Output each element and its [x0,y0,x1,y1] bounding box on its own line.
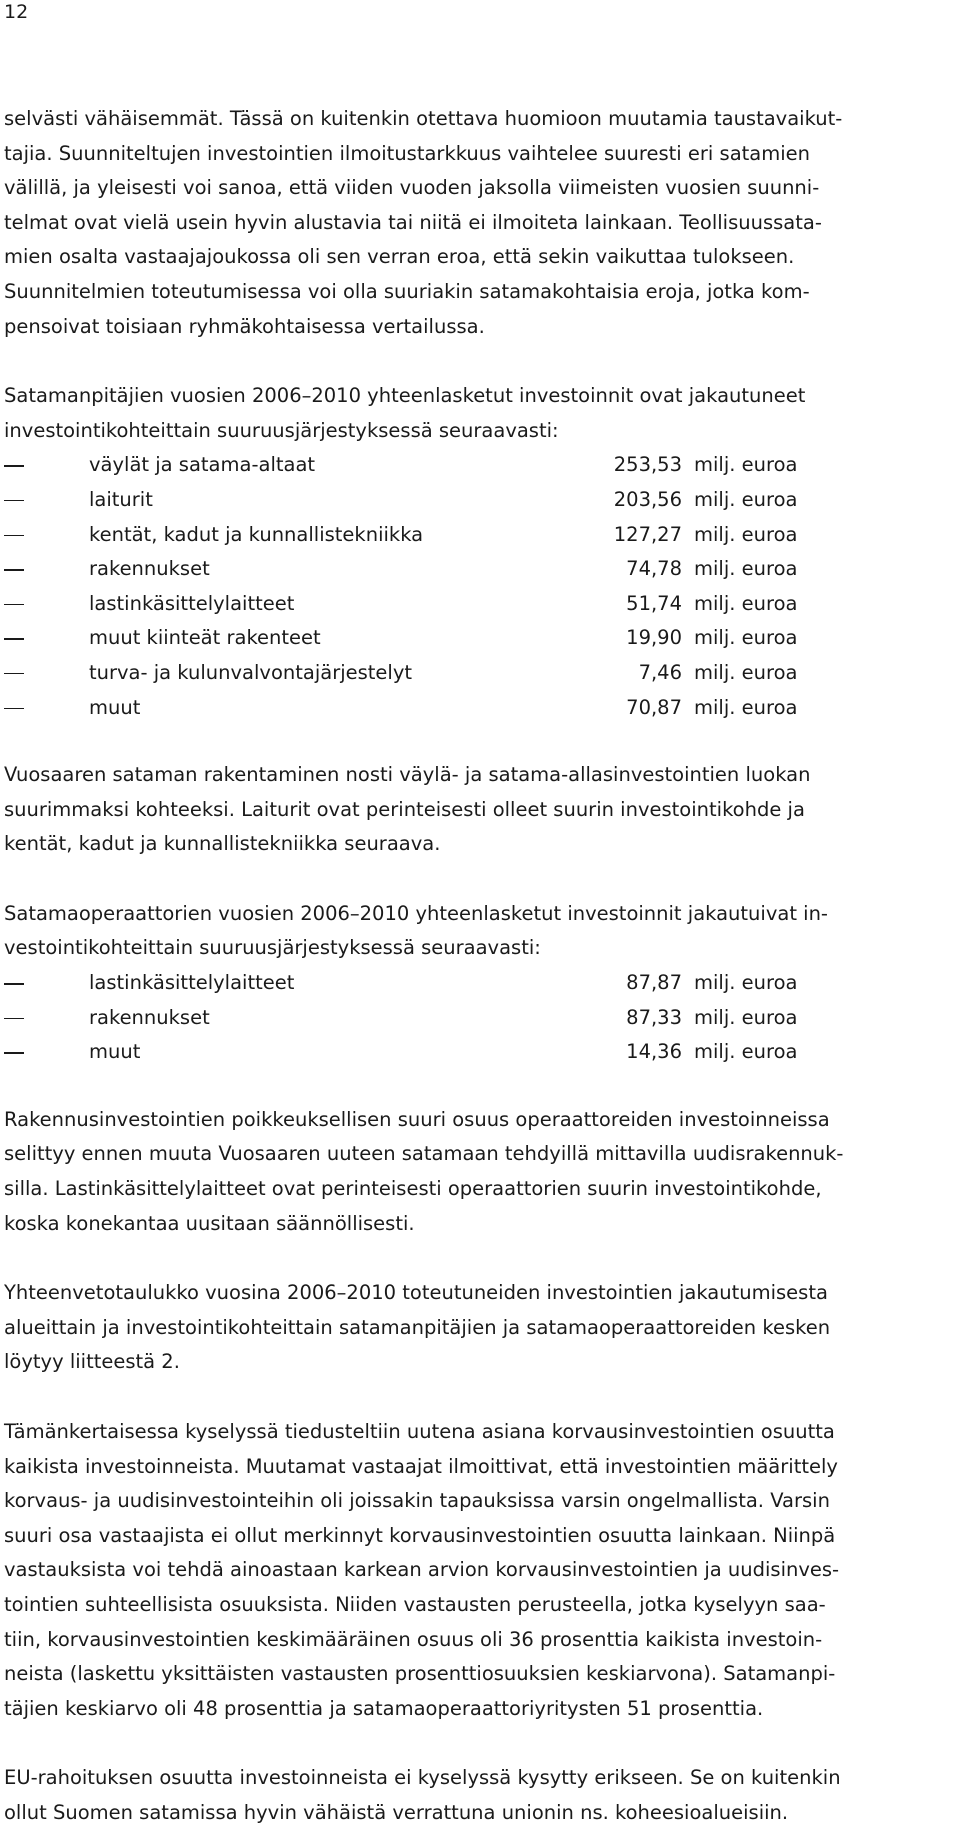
item-label: muut [89,1040,141,1064]
text-line: suuri osa vastaajista ei ollut merkinnyt korvausinvestointien osuutta lainkaan. Niinpä [4,1523,836,1547]
item-value: 70,87 [626,695,682,719]
list-item [4,691,958,726]
paragraph-eu-funding [4,1761,958,1830]
paragraph-building-investments [4,1103,958,1241]
text-line: investointikohteittain suuruusjärjestyksessä seuraavasti: [4,418,559,442]
item-unit: milj. euroa [694,971,798,995]
dash-bullet-icon [4,500,24,502]
port-authority-investment-list [4,448,958,725]
dash-bullet-icon [4,673,24,675]
dash-bullet-icon [4,1052,24,1054]
dash-bullet-icon [4,638,24,640]
item-value: 203,56 [613,487,682,511]
item-value: 14,36 [626,1040,682,1064]
item-label: laiturit [89,487,153,511]
text-line: tajia. Suunniteltujen investointien ilmoitustarkkuus vaihtelee suuresti eri satamien [4,141,811,165]
list-item [4,518,958,553]
item-value: 127,27 [613,522,682,546]
text-line: koska konekantaa uusitaan säännöllisesti. [4,1211,415,1235]
text-line: Tämänkertaisessa kyselyssä tiedusteltiin uutena asiana korvausinvestointien osuutta [4,1420,835,1443]
text-line: Vuosaaren sataman rakentaminen nosti väylä- ja satama-allasinvestointien luokan [4,763,811,787]
item-label: rakennukset [89,557,210,581]
item-value: 51,74 [626,591,682,615]
paragraph-vuosaari [4,758,958,862]
dash-bullet-icon [4,708,24,710]
item-value: 7,46 [638,660,682,684]
paragraph-summary-table [4,1276,958,1380]
list-item [4,587,958,622]
text-line: täjien keskiarvo oli 48 prosenttia ja satamaoperaattoriyritysten 51 prosenttia. [4,1696,764,1720]
text-line: telmat ovat vielä usein hyvin alustavia tai niitä ei ilmoiteta lainkaan. Teollisuussata- [4,210,822,234]
item-label: rakennukset [89,1005,210,1029]
item-value: 253,53 [613,453,682,477]
dash-bullet-icon [4,983,24,985]
text-line: korvaus- ja uudisinvestointeihin oli joissakin tapauksissa varsin ongelmallista. Varsin [4,1489,830,1513]
paragraph-spacer [4,1241,958,1276]
list-item [4,552,958,587]
list-item [4,656,958,691]
paragraph-spacer [4,725,958,758]
list-item [4,448,958,483]
text-line: ollut Suomen satamissa hyvin vähäistä verrattuna unionin ns. koheesioalueisiin. [4,1800,789,1824]
item-unit: milj. euroa [694,695,798,719]
operator-investment-list [4,966,958,1070]
text-line: vastauksista voi tehdä ainoastaan karkean arvion korvausinvestointien ja uudisinves- [4,1558,840,1582]
list-item [4,621,958,656]
text-line: mien osalta vastaajajoukossa oli sen verran eroa, että sekin vaikuttaa tulokseen. [4,245,795,269]
item-unit: milj. euroa [694,487,798,511]
item-label: lastinkäsittelylaitteet [89,971,295,995]
dash-bullet-icon [4,465,24,467]
paragraph-spacer [4,862,958,897]
dash-bullet-icon [4,604,24,606]
text-line: Rakennusinvestointien poikkeuksellisen suuri osuus operaattoreiden investoinneissa [4,1107,830,1131]
item-label: muut [89,695,141,719]
item-unit: milj. euroa [694,557,798,581]
text-line: Yhteenvetotaulukko vuosina 2006–2010 toteutuneiden investointien jakautumisesta [4,1281,828,1305]
list-item [4,1035,958,1070]
paragraph-spacer [4,1380,958,1415]
text-line: pensoivat toisiaan ryhmäkohtaisessa vertailussa. [4,314,485,338]
text-line: silla. Lastinkäsittelylaitteet ovat perinteisesti operaattorien suurin investointikohde, [4,1177,822,1201]
document-body [4,102,958,1831]
paragraph-port-authorities-intro [4,379,958,448]
item-unit: milj. euroa [694,660,798,684]
text-line: tointien suhteellisista osuuksista. Niiden vastausten perusteella, jotka kyselyyn saa- [4,1592,826,1616]
dash-bullet-icon [4,1018,24,1020]
paragraph-spacer [4,1726,958,1761]
list-item [4,1001,958,1036]
paragraph-spacer [4,344,958,379]
item-value: 87,87 [626,971,682,995]
item-value: 74,78 [626,557,682,581]
item-unit: milj. euroa [694,1005,798,1029]
item-label: väylät ja satama-altaat [89,453,316,477]
paragraph-operators-intro [4,897,958,966]
item-unit: milj. euroa [694,453,798,477]
paragraph-replacement-investments [4,1415,958,1726]
text-line: Suunnitelmien toteutumisessa voi olla suuriakin satamakohtaisia eroja, jotka kom- [4,279,810,303]
page-number: 12 [4,1,29,23]
text-line: selittyy ennen muuta Vuosaaren uuteen satamaan tehdyillä mittavilla uudisrakennuk- [4,1142,844,1166]
item-value: 19,90 [626,626,682,650]
text-line: suurimmaksi kohteeksi. Laiturit ovat perinteisesti olleet suurin investointikohde ja [4,797,805,821]
list-item [4,966,958,1001]
text-line: Satamanpitäjien vuosien 2006–2010 yhteenlasketut investoinnit ovat jakautuneet [4,384,806,408]
text-line: kaikista investoinneista. Muutamat vastaajat ilmoittivat, että investointien määrittely [4,1454,838,1478]
text-line: alueittain ja investointikohteittain satamanpitäjien ja satamaoperaattoreiden kesken [4,1315,831,1339]
dash-bullet-icon [4,569,24,571]
text-line: EU-rahoituksen osuutta investoinneista ei kyselyssä kysytty erikseen. Se on kuitenkin [4,1766,841,1790]
text-line: tiin, korvausinvestointien keskimääräinen osuus oli 36 prosenttia kaikista investoin- [4,1627,823,1651]
item-label: muut kiinteät rakenteet [89,626,321,650]
item-label: turva- ja kulunvalvontajärjestelyt [89,660,413,684]
text-line: kentät, kadut ja kunnallistekniikka seuraava. [4,832,441,856]
item-unit: milj. euroa [694,591,798,615]
text-line: Satamaoperaattorien vuosien 2006–2010 yhteenlasketut investoinnit jakautuivat in- [4,901,828,925]
item-unit: milj. euroa [694,522,798,546]
dash-bullet-icon [4,535,24,537]
item-label: kentät, kadut ja kunnallistekniikka [89,522,424,546]
text-line: vestointikohteittain suuruusjärjestyksessä seuraavasti: [4,936,541,960]
item-unit: milj. euroa [694,626,798,650]
text-line: välillä, ja yleisesti voi sanoa, että viiden vuoden jaksolla viimeisten vuosien suunni- [4,176,820,200]
item-label: lastinkäsittelylaitteet [89,591,295,615]
item-unit: milj. euroa [694,1040,798,1064]
text-line: selvästi vähäisemmät. Tässä on kuitenkin otettava huomioon muutamia taustavaikut- [4,107,843,130]
item-value: 87,33 [626,1005,682,1029]
text-line: neista (laskettu yksittäisten vastausten prosenttiosuuksien keskiarvona). Satamanpi- [4,1662,836,1686]
list-item [4,483,958,518]
paragraph-background [4,102,958,344]
paragraph-spacer [4,1070,958,1103]
text-line: löytyy liitteestä 2. [4,1350,180,1374]
